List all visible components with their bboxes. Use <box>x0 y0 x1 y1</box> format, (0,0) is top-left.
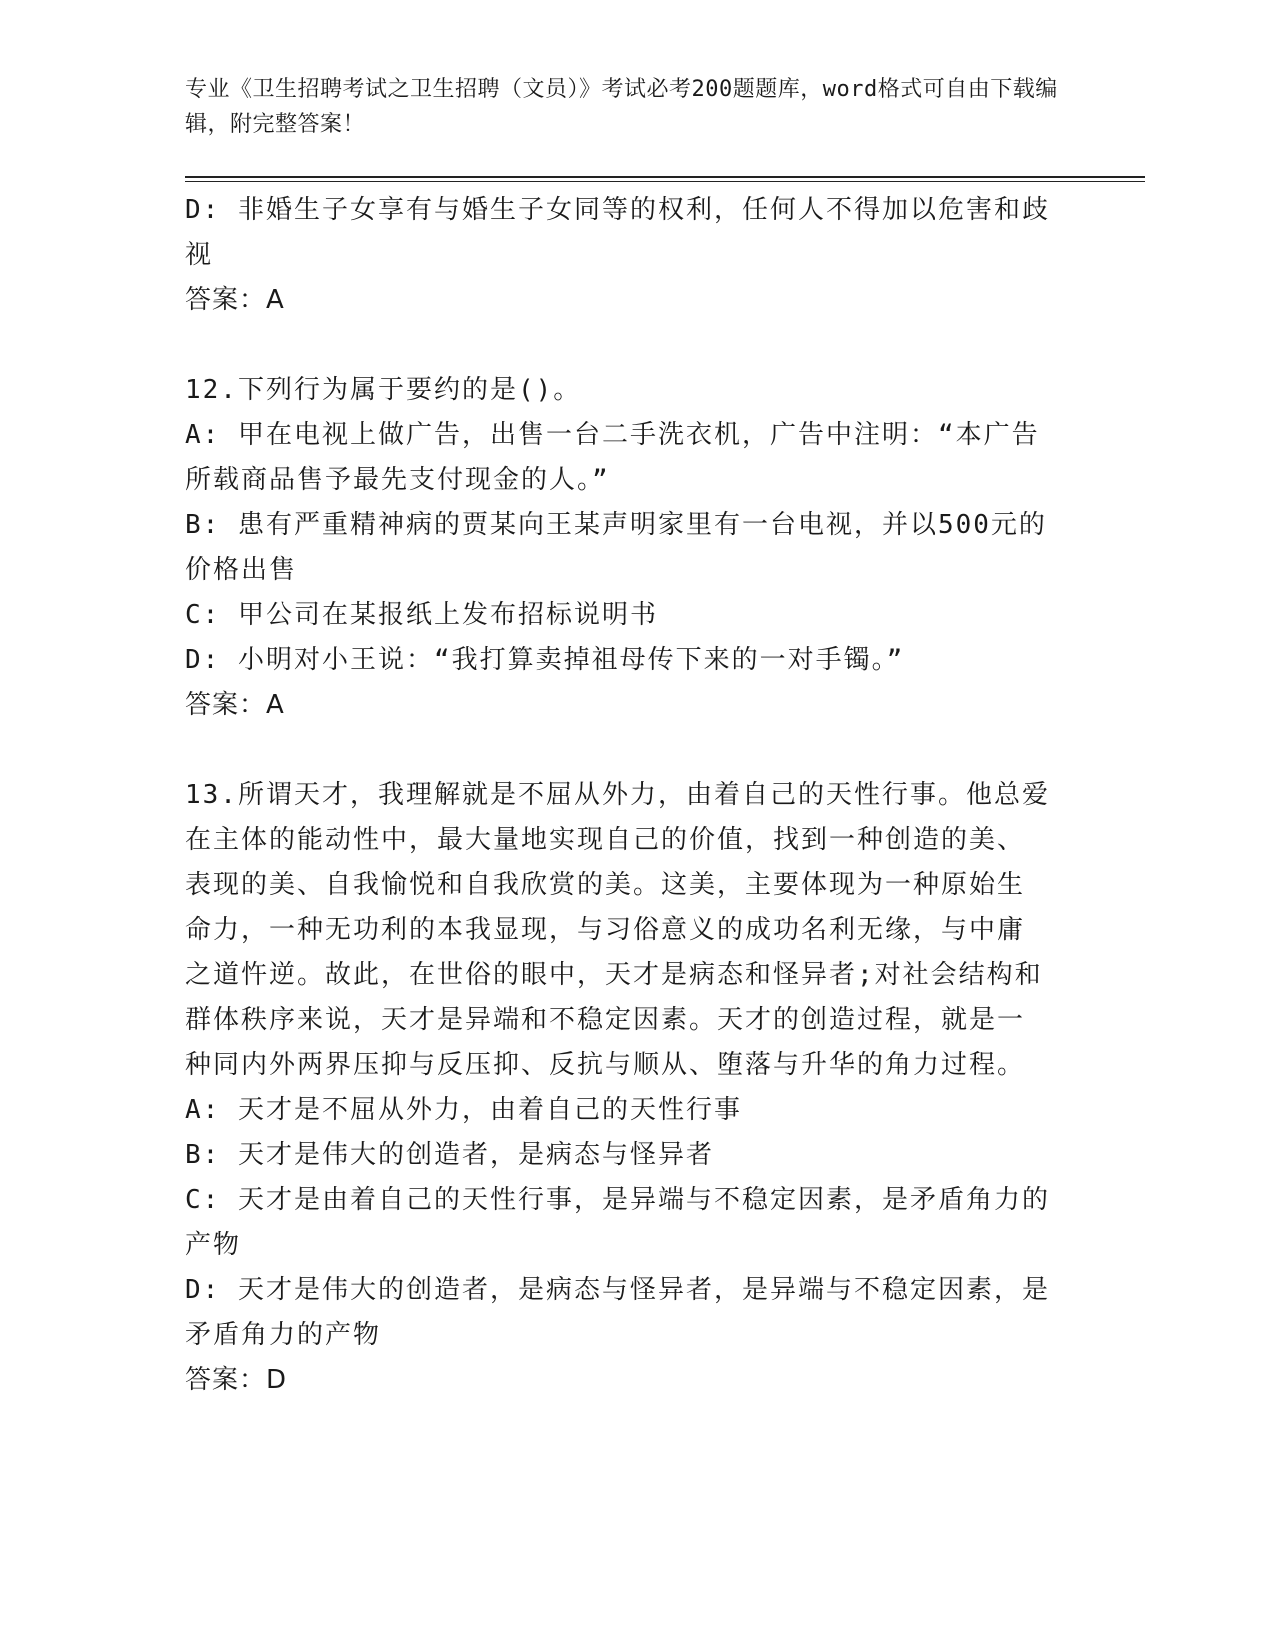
option-a-line: A: 天才是不屈从外力，由着自己的天性行事 <box>185 1095 742 1125</box>
option-b-line: B: 患有严重精神病的贾某向王某声明家里有一台电视，并以500元的 <box>185 510 1047 540</box>
answer-label: 答案：D <box>185 1365 288 1395</box>
option-d-line: D: 天才是伟大的创造者，是病态与怪异者，是异端与不稳定因素，是 <box>185 1275 1050 1305</box>
header-rule-thin <box>185 181 1145 182</box>
question-11-tail <box>185 188 1085 323</box>
question-text: 12.下列行为属于要约的是()。 <box>185 375 582 405</box>
option-d-line: 视 <box>185 240 214 270</box>
spacer <box>185 323 1085 368</box>
question-text-line: 在主体的能动性中，最大量地实现自己的价值，找到一种创造的美、 <box>185 825 1026 855</box>
page-header: 专业《卫生招聘考试之卫生招聘（文员）》考试必考200题题库，word格式可自由下载编辑，附完整答案！ <box>185 77 1058 137</box>
question-12 <box>185 368 1085 728</box>
option-b-line: B: 天才是伟大的创造者，是病态与怪异者 <box>185 1140 714 1170</box>
question-text-line: 表现的美、自我愉悦和自我欣赏的美。这美，主要体现为一种原始生 <box>185 870 1026 900</box>
question-text-line: 之道忤逆。故此，在世俗的眼中，天才是病态和怪异者;对社会结构和 <box>185 960 1043 990</box>
document-body <box>185 188 1085 1403</box>
header-rule-thick <box>185 176 1145 178</box>
spacer <box>185 728 1085 773</box>
option-c-line: C: 甲公司在某报纸上发布招标说明书 <box>185 600 658 630</box>
option-c-line: C: 天才是由着自己的天性行事，是异端与不稳定因素，是矛盾角力的 <box>185 1185 1050 1215</box>
option-c-line: 产物 <box>185 1230 242 1260</box>
option-d-line: D: 小明对小王说：“我打算卖掉祖母传下来的一对手镯。” <box>185 645 905 675</box>
option-b-line: 价格出售 <box>185 555 298 585</box>
option-d-line: 矛盾角力的产物 <box>185 1320 382 1350</box>
option-d-line: D: 非婚生子女享有与婚生子女同等的权利，任何人不得加以危害和歧 <box>185 195 1050 225</box>
question-text-line: 种同内外两界压抑与反压抑、反抗与顺从、堕落与升华的角力过程。 <box>185 1050 1026 1080</box>
option-a-line: 所载商品售予最先支付现金的人。” <box>185 465 610 495</box>
question-text-line: 命力，一种无功利的本我显现，与习俗意义的成功名利无缘，与中庸 <box>185 915 1026 945</box>
answer-label: 答案：A <box>185 285 285 315</box>
answer-label: 答案：A <box>185 690 285 720</box>
question-text-line: 群体秩序来说，天才是异端和不稳定因素。天才的创造过程，就是一 <box>185 1005 1026 1035</box>
question-13 <box>185 773 1085 1403</box>
option-a-line: A: 甲在电视上做广告，出售一台二手洗衣机，广告中注明：“本广告 <box>185 420 1040 450</box>
question-text-line: 13.所谓天才，我理解就是不屈从外力，由着自己的天性行事。他总爱 <box>185 780 1050 810</box>
